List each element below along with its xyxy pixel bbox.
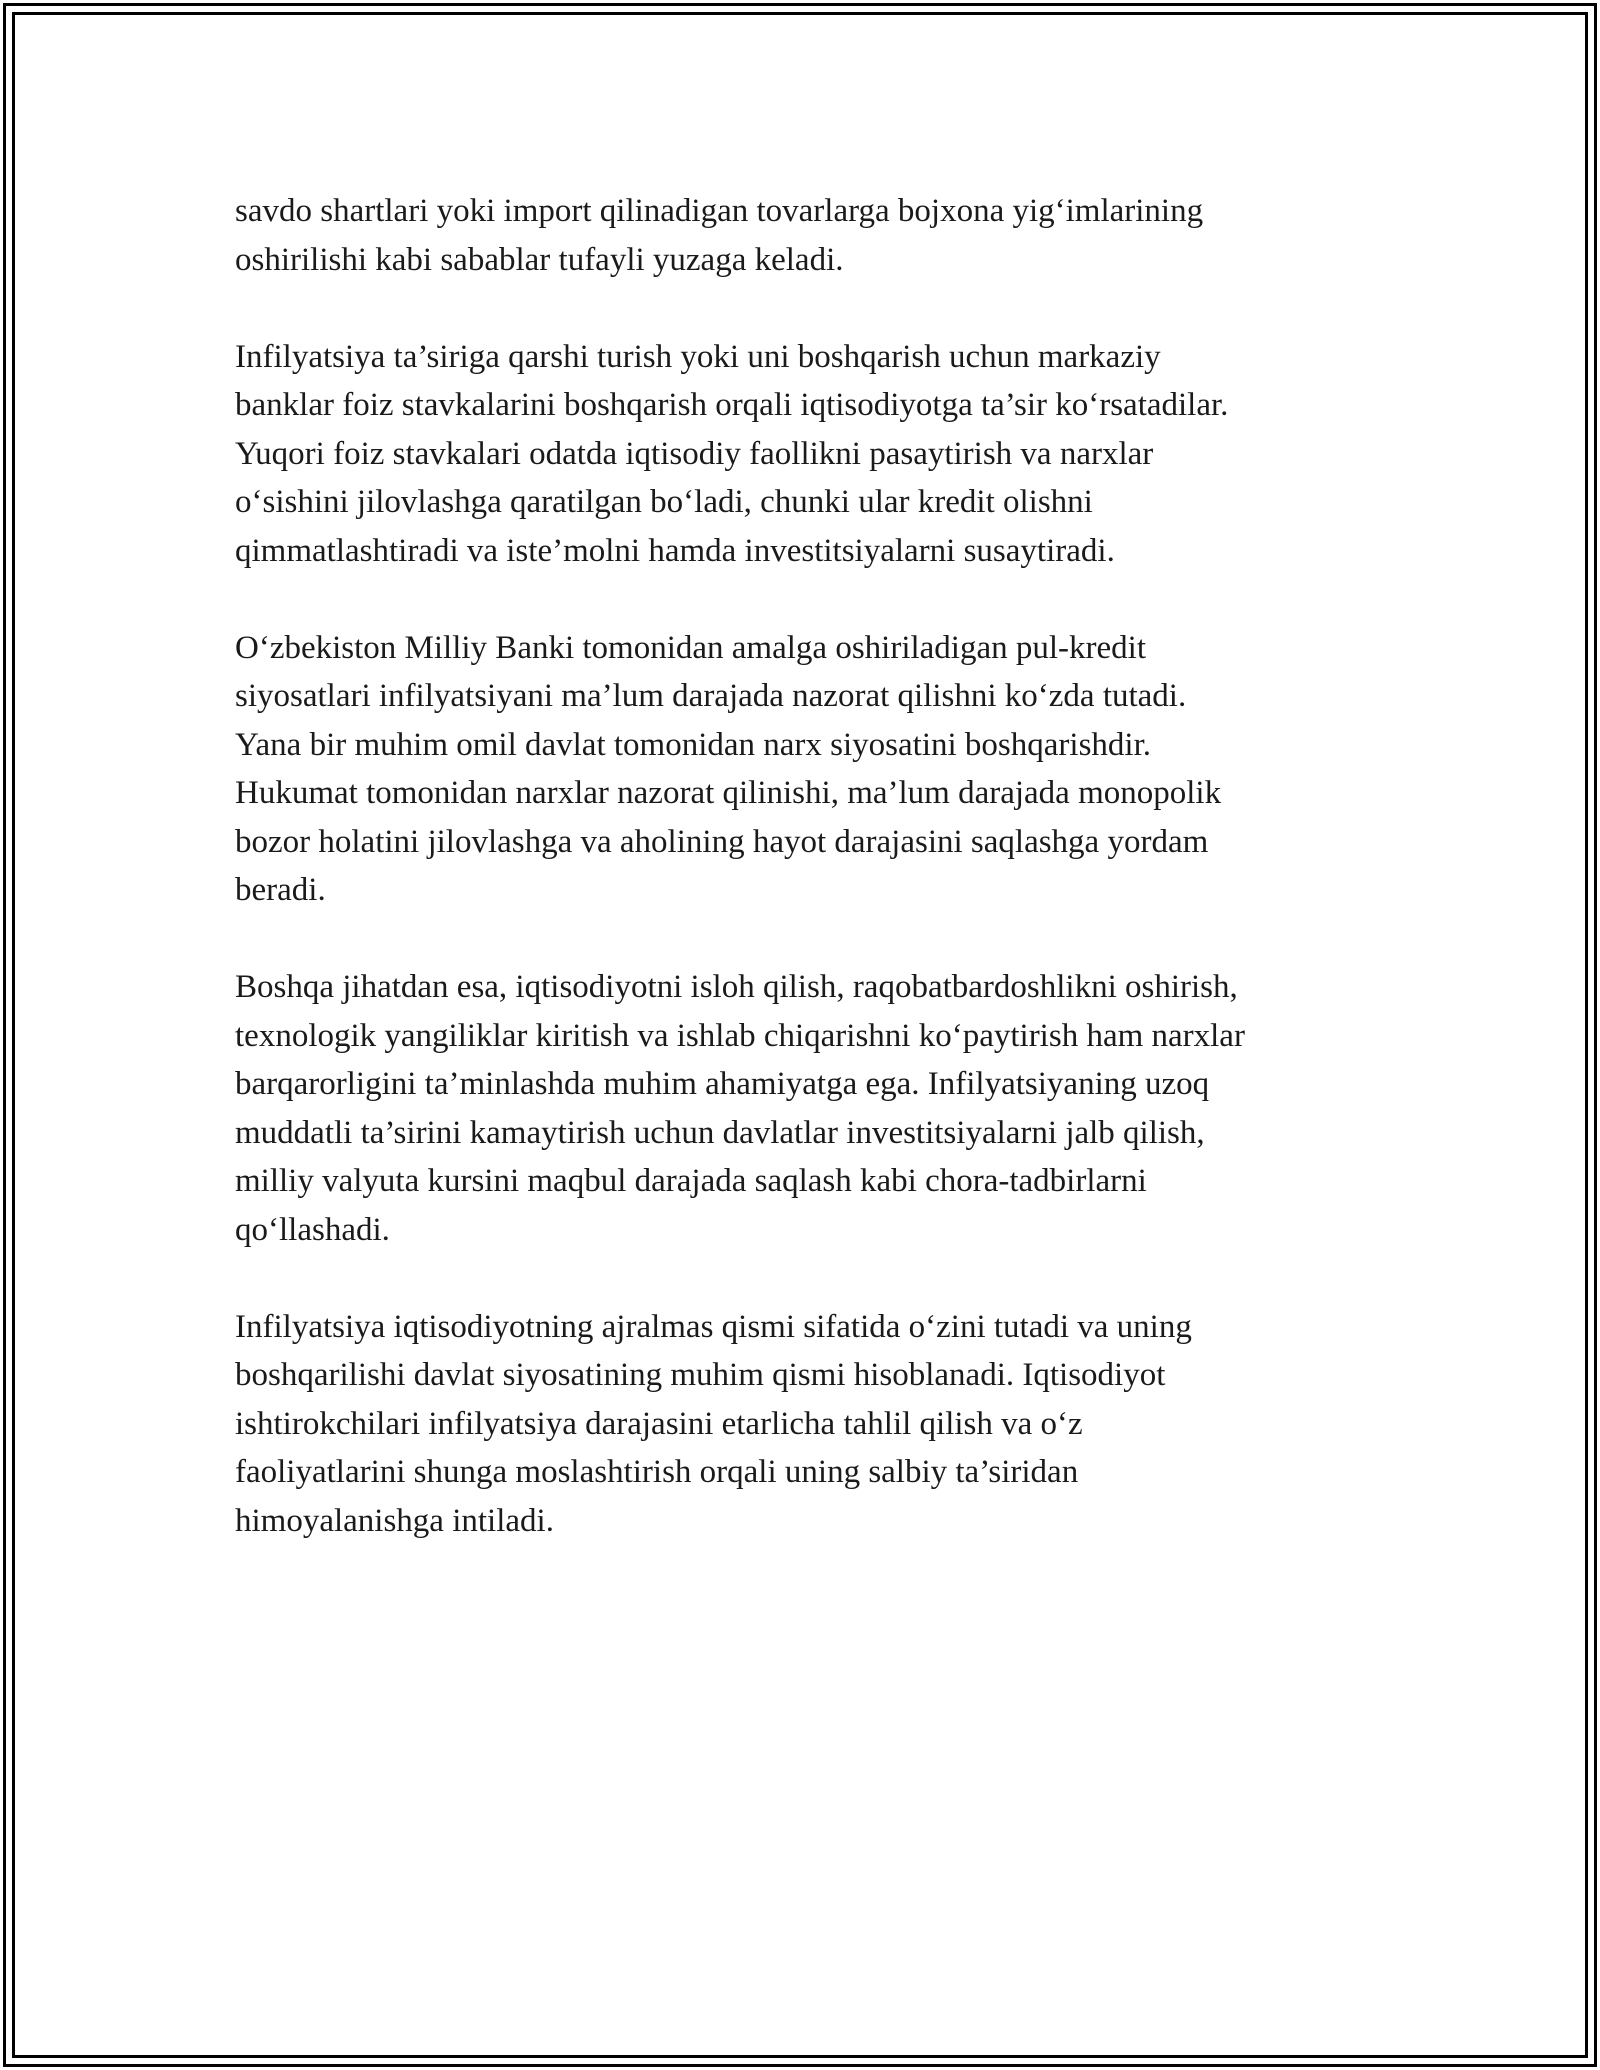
- document-body: [235, 187, 1375, 1594]
- paragraph-2: Infilyatsiya ta’siriga qarshi turish yoki uni boshqarish uchun markaziy banklar foiz stavkalarini boshqarish orqali iqtisodiyotga ta’sir ko‘rsatadilar. Yuqori foiz stavkalari odatda iqtisodiy faollikni pasaytirish va narxlar o‘sishini jilovlashga qaratilgan bo‘ladi, chunki ular kredit olishni qimmatlashtiradi va iste’molni hamda investitsiyalarni susaytiradi.: [235, 338, 1229, 569]
- paragraph-3: O‘zbekiston Milliy Banki tomonidan amalga oshiriladigan pul-kredit siyosatlari infilyatsiyani ma’lum darajada nazorat qilishni ko‘zda tutadi. Yana bir muhim omil davlat tomonidan narx siyosatini boshqarishdir. Hukumat tomonidan narxlar nazorat qilinishi, ma’lum darajada monopolik bozor holatini jilovlashga va aholining hayot darajasini saqlashga yordam beradi.: [235, 629, 1222, 908]
- paragraph-4: Boshqa jihatdan esa, iqtisodiyotni isloh qilish, raqobatbardoshlikni oshirish, texnologik yangiliklar kiritish va ishlab chiqarishni ko‘paytirish ham narxlar barqarorligini ta’minlashda muhim ahamiyatga ega. Infilyatsiyaning uzoq muddatli ta’sirini kamaytirish uchun davlatlar investitsiyalarni jalb qilish, milliy valyuta kursini maqbul darajada saqlash kabi chora-tadbirlarni qo‘llashadi.: [235, 969, 1245, 1248]
- paragraph-5: Infilyatsiya iqtisodiyotning ajralmas qismi sifatida o‘zini tutadi va uning boshqarilishi davlat siyosatining muhim qismi hisoblanadi. Iqtisodiyot ishtirokchilari infilyatsiya darajasini etarlicha tahlil qilish va o‘z faoliyatlarini shunga moslashtirish orqali uning salbiy ta’siridan himoyalanishga intiladi.: [235, 1308, 1192, 1539]
- paragraph-1: savdo shartlari yoki import qilinadigan tovarlarga bojxona yig‘imlarining oshirilishi kabi sabablar tufayli yuzaga keladi.: [235, 193, 1204, 278]
